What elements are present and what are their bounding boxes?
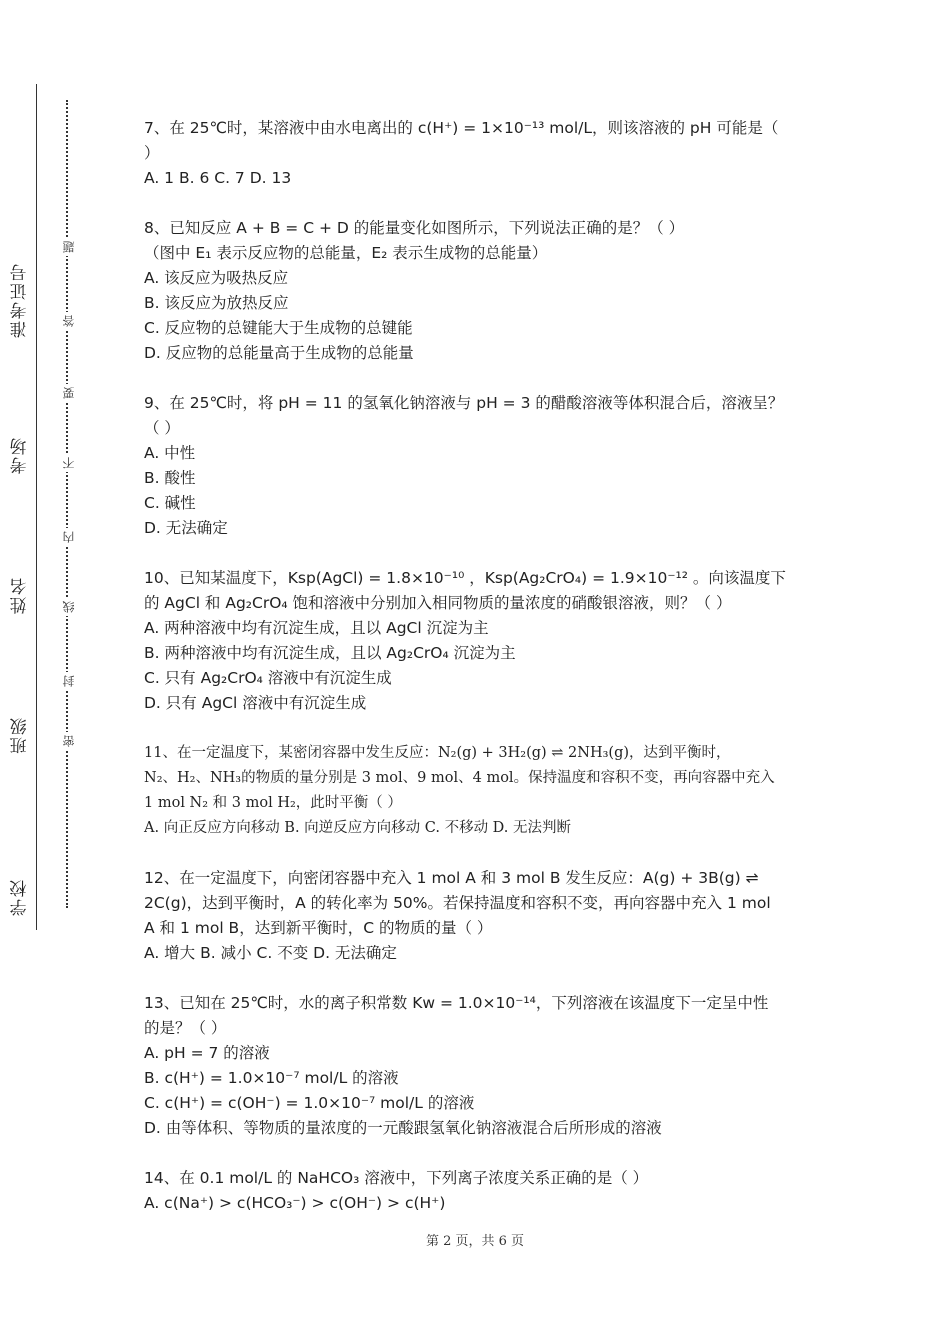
question-11	[144, 741, 816, 841]
question-option: A. 中性	[144, 444, 196, 462]
binding-line	[36, 84, 37, 930]
question-option: A. 该反应为吸热反应	[144, 269, 289, 287]
question-option: D. 无法确定	[144, 519, 228, 537]
question-stem: 8、已知反应 A + B = C + D 的能量变化如图所示，下列说法正确的是？（ ）	[144, 219, 685, 237]
question-stem: （ ）	[144, 419, 180, 437]
question-stem: 12、在一定温度下，向密闭容器中充入 1 mol A 和 3 mol B 发生反应：A(g) + 3B(g) ⇌	[144, 869, 759, 887]
question-stem: （图中 E₁ 表示反应物的总能量，E₂ 表示生成物的总能量）	[144, 244, 548, 262]
question-option: B. 两种溶液中均有沉淀生成，且以 Ag₂CrO₄ 沉淀为主	[144, 644, 516, 662]
question-7	[144, 116, 816, 191]
class-label: 班级	[10, 716, 31, 754]
question-option: A. 向正反应方向移动 B. 向逆反应方向移动 C. 不移动 D. 无法判断	[144, 820, 572, 836]
page-footer: 第 2 页，共 6 页	[425, 1234, 525, 1249]
seal-char: 密	[60, 732, 76, 750]
question-option: D. 反应物的总能量高于生成物的总能量	[144, 344, 414, 362]
question-stem: 13、已知在 25℃时，水的离子积常数 Kw = 1.0×10⁻¹⁴，下列溶液在该温度下一定呈中性	[144, 994, 769, 1012]
question-option: A. 两种溶液中均有沉淀生成，且以 AgCl 沉淀为主	[144, 619, 489, 637]
question-option: D. 由等体积、等物质的量浓度的一元酸跟氢氧化钠溶液混合后所形成的溶液	[144, 1119, 662, 1137]
question-option: C. c(H⁺) = c(OH⁻) = 1.0×10⁻⁷ mol/L 的溶液	[144, 1094, 475, 1112]
question-stem: 的是？（ ）	[144, 1019, 227, 1037]
question-stem: 11、在一定温度下，某密闭容器中发生反应：N₂(g) + 3H₂(g) ⇌ 2NH₃(g)，达到平衡时，	[144, 745, 731, 761]
question-stem: ）	[144, 144, 160, 162]
question-option: C. 反应物的总键能大于生成物的总键能	[144, 319, 413, 337]
seal-char: 题	[60, 238, 76, 256]
question-stem: 10、已知某温度下，Ksp(AgCl) = 1.8×10⁻¹⁰ ，Ksp(Ag₂CrO₄) = 1.9×10⁻¹² 。向该温度下	[144, 569, 786, 587]
question-option: A. 增大 B. 减小 C. 不变 D. 无法确定	[144, 944, 397, 962]
seal-char: 要	[60, 384, 76, 402]
question-8	[144, 216, 816, 366]
question-9	[144, 391, 816, 541]
question-stem: 9、在 25℃时，将 pH = 11 的氢氧化钠溶液与 pH = 3 的醋酸溶液等体积混合后，溶液呈？	[144, 394, 784, 412]
question-option: A. 1 B. 6 C. 7 D. 13	[144, 169, 292, 187]
question-12	[144, 866, 816, 966]
question-stem: N₂、H₂、NH₃的物质的量分别是 3 mol、9 mol、4 mol。保持温度和容积不变，再向容器中充入	[144, 770, 775, 786]
seal-char: 内	[60, 528, 76, 546]
question-option: A. c(Na⁺) > c(HCO₃⁻) > c(OH⁻) > c(H⁺)	[144, 1194, 446, 1212]
question-option: C. 只有 Ag₂CrO₄ 溶液中有沉淀生成	[144, 669, 392, 687]
question-stem: 7、在 25℃时，某溶液中由水电离出的 c(H⁺) = 1×10⁻¹³ mol/L，则该溶液的 pH 可能是（	[144, 119, 779, 137]
question-option: D. 只有 AgCl 溶液中有沉淀生成	[144, 694, 367, 712]
question-stem: 14、在 0.1 mol/L 的 NaHCO₃ 溶液中，下列离子浓度关系正确的是（ ）	[144, 1169, 649, 1187]
question-stem: 的 AgCl 和 Ag₂CrO₄ 饱和溶液中分别加入相同物质的量浓度的硝酸银溶液，则？（ ）	[144, 594, 732, 612]
seal-char: 答	[60, 312, 76, 330]
name-label: 姓名	[10, 576, 31, 614]
question-option: B. 该反应为放热反应	[144, 294, 289, 312]
question-10	[144, 566, 816, 716]
question-option: C. 碱性	[144, 494, 196, 512]
question-option: A. pH = 7 的溶液	[144, 1044, 270, 1062]
question-option: B. c(H⁺) = 1.0×10⁻⁷ mol/L 的溶液	[144, 1069, 399, 1087]
question-stem: 1 mol N₂ 和 3 mol H₂，此时平衡（ ）	[144, 795, 402, 811]
seal-char: 封	[60, 672, 76, 690]
question-stem: 2C(g)，达到平衡时，A 的转化率为 50%。若保持温度和容积不变，再向容器中充入 1 mol	[144, 894, 771, 912]
seal-char: 不	[60, 454, 76, 472]
question-13	[144, 991, 816, 1141]
school-label: 学校	[10, 878, 31, 916]
exam-room-label: 考场	[10, 436, 31, 474]
question-option: B. 酸性	[144, 469, 196, 487]
seal-dotted-line	[66, 100, 72, 908]
seal-char: 线	[60, 598, 76, 616]
question-stem: A 和 1 mol B，达到新平衡时，C 的物质的量（ ）	[144, 919, 493, 937]
question-list	[144, 116, 816, 1241]
question-14	[144, 1166, 816, 1216]
exam-id-label: 准考证号	[10, 262, 31, 338]
